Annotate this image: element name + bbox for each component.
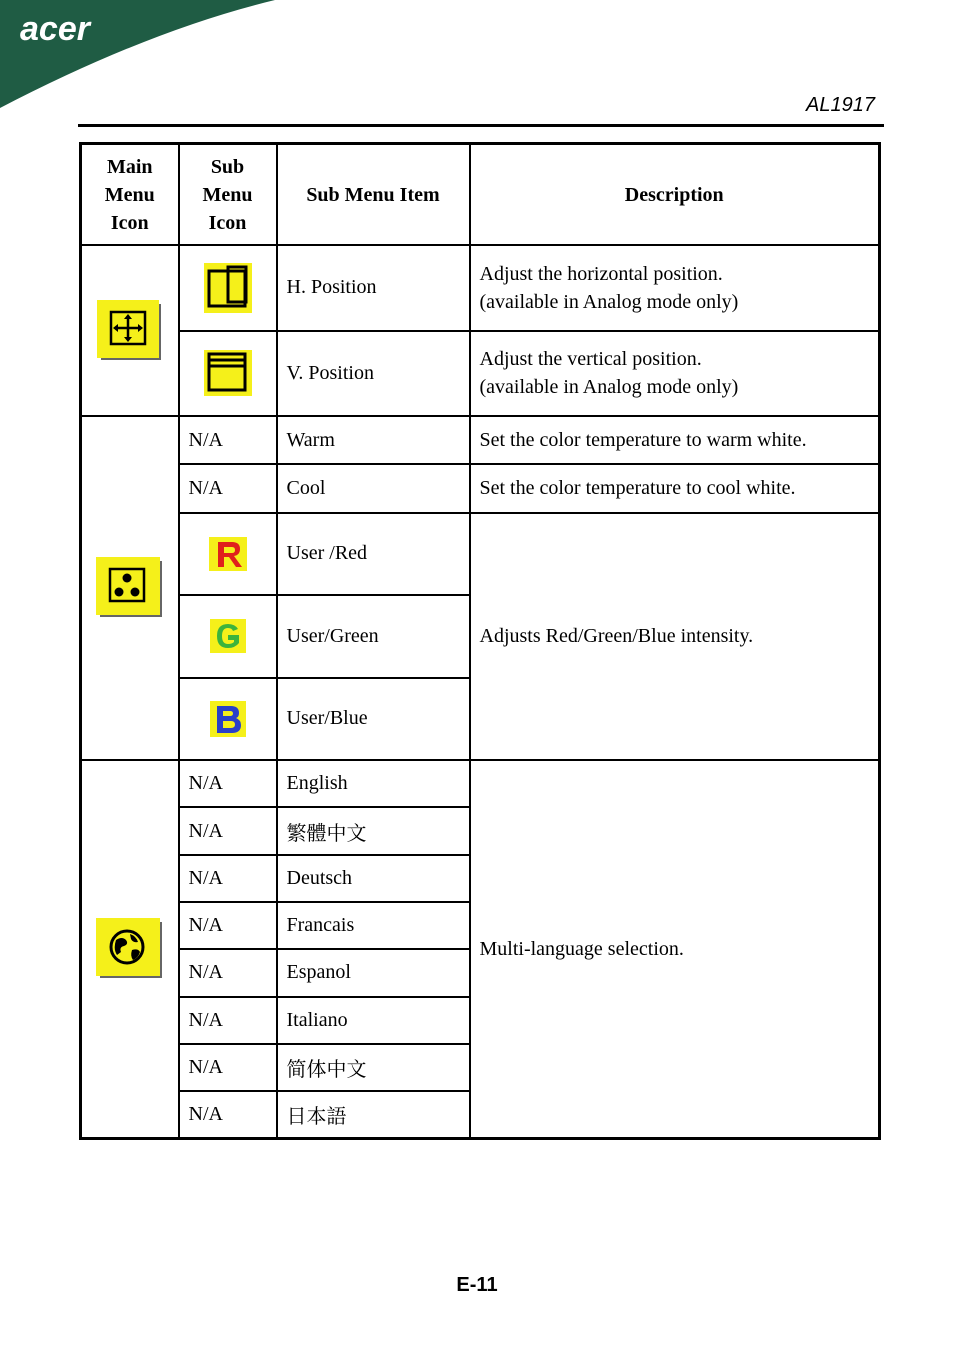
desc-line: (available in Analog mode only): [479, 290, 739, 313]
sub-item-francais: Francais: [277, 902, 470, 949]
table-row: [81, 760, 880, 807]
sub-item-user-red: User /Red: [277, 513, 470, 595]
language-globe-icon: [96, 918, 164, 980]
main-icon-cell-language: [81, 760, 179, 1138]
description-h-position: [470, 245, 880, 331]
description-cool: Set the color temperature to cool white.: [470, 464, 880, 512]
header-main-menu-icon: Main Menu Icon: [81, 144, 179, 246]
sub-icon-cell: [179, 513, 277, 595]
sub-item-h-position: H. Position: [277, 245, 470, 331]
description-warm: Set the color temperature to warm white.: [470, 416, 880, 464]
header-sub-menu-item: Sub Menu Item: [277, 144, 470, 246]
sub-icon-cell: [179, 331, 277, 417]
acer-logo: acer: [20, 10, 90, 48]
sub-icon-na: N/A: [179, 464, 277, 512]
sub-item-warm: Warm: [277, 416, 470, 464]
header-rule: [78, 124, 884, 127]
sub-icon-na: N/A: [179, 416, 277, 464]
sub-icon-cell: [179, 678, 277, 760]
sub-item-cool: Cool: [277, 464, 470, 512]
table-header-row: [81, 144, 880, 246]
sub-icon-na: N/A: [179, 760, 277, 807]
table-row: [81, 416, 880, 464]
v-position-icon: [204, 350, 252, 396]
main-icon-cell-position: [81, 245, 179, 416]
sub-icon-cell: [179, 595, 277, 677]
sub-icon-na: N/A: [179, 807, 277, 854]
sub-item-traditional-chinese: 繁體中文: [277, 807, 470, 854]
sub-icon-na: N/A: [179, 997, 277, 1044]
sub-icon-na: N/A: [179, 902, 277, 949]
sub-icon-cell: [179, 245, 277, 331]
desc-line: (available in Analog mode only): [479, 376, 739, 399]
sub-icon-na: N/A: [179, 1091, 277, 1138]
description-language: Multi-language selection.: [470, 760, 880, 1138]
header-sub-menu-icon: Sub Menu Icon: [179, 144, 277, 246]
red-r-icon: [209, 537, 247, 571]
position-icon: [97, 300, 163, 362]
sub-item-v-position: V. Position: [277, 331, 470, 417]
acer-brand-banner: [0, 0, 280, 110]
desc-line: Adjust the vertical position.: [479, 348, 702, 371]
sub-item-italiano: Italiano: [277, 997, 470, 1044]
osd-menu-table: [79, 142, 881, 1140]
color-temperature-icon: [96, 557, 164, 619]
h-position-icon: [204, 263, 252, 313]
table-row: [81, 245, 880, 331]
sub-item-espanol: Espanol: [277, 949, 470, 996]
sub-item-user-green: User/Green: [277, 595, 470, 677]
green-g-icon: [210, 619, 246, 653]
table-row: [81, 464, 880, 512]
page-number: E-11: [456, 1274, 498, 1296]
description-rgb: Adjusts Red/Green/Blue intensity.: [470, 513, 880, 760]
table-row: [81, 331, 880, 417]
sub-item-japanese: 日本語: [277, 1091, 470, 1138]
sub-item-english: English: [277, 760, 470, 807]
desc-line: Adjust the horizontal position.: [479, 262, 723, 285]
sub-item-deutsch: Deutsch: [277, 855, 470, 902]
sub-item-simplified-chinese: 简体中文: [277, 1044, 470, 1091]
header-description: Description: [470, 144, 880, 246]
sub-icon-na: N/A: [179, 949, 277, 996]
main-icon-cell-color: [81, 416, 179, 760]
sub-icon-na: N/A: [179, 1044, 277, 1091]
sub-item-user-blue: User/Blue: [277, 678, 470, 760]
sub-icon-na: N/A: [179, 855, 277, 902]
model-number: AL1917: [806, 94, 875, 116]
blue-b-icon: [210, 701, 246, 737]
table-row: [81, 513, 880, 595]
description-v-position: [470, 331, 880, 417]
